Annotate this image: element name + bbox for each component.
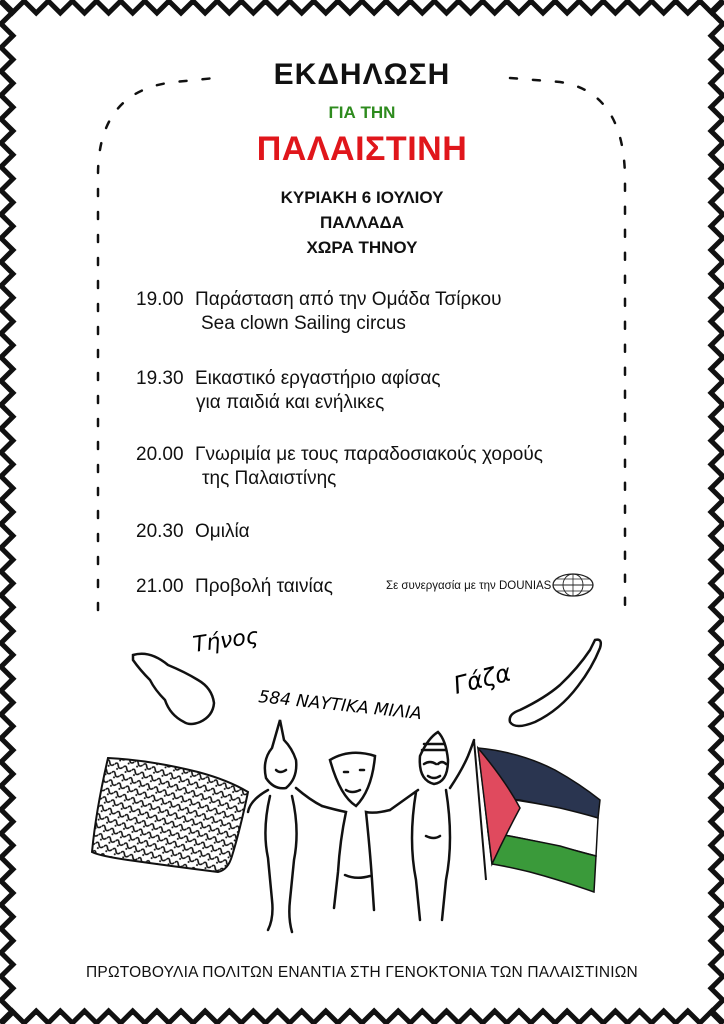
figure-middle — [322, 753, 390, 910]
footer-organizer: ΠΡΩΤΟΒΟΥΛΙΑ ΠΟΛΙΤΩΝ ΕΝΑΝΤΙΑ ΣΤΗ ΓΕΝΟΚΤΟΝΙΑ ΤΩΝ ΠΑΛΑΙΣΤΙΝΙΩΝ — [86, 964, 638, 981]
program-time: 21.00 — [136, 576, 184, 597]
program-title-continued: Sea clown Sailing circus — [201, 313, 406, 334]
program-title: Ομιλία — [195, 521, 250, 542]
label-gaza: Γάζα — [450, 658, 514, 700]
program-title: Γνωριμία με τους παραδοσιακούς χορούς — [195, 444, 543, 465]
program-time: 20.00 — [136, 444, 184, 465]
program-title-continued: της Παλαιστίνης — [202, 468, 337, 489]
program-title-continued: για παιδιά και ενήλικες — [196, 392, 385, 413]
program-time: 19.30 — [136, 368, 184, 389]
poster-subtitle: ΓΙΑ ΤΗΝ — [328, 103, 396, 122]
poster-country: ΠΑΛΑΙΣΤΙΝΗ — [256, 130, 468, 168]
program-time: 19.00 — [136, 289, 184, 310]
label-distance: 584 ΝΑΥΤΙΚΑ ΜΙΛΙΑ — [257, 687, 423, 725]
program-title: Προβολή ταινίας — [195, 576, 333, 597]
program-title: Παράσταση από την Ομάδα Τσίρκου — [195, 289, 502, 310]
figure-right — [390, 732, 474, 920]
event-town: ΧΩΡΑ ΤΗΝΟΥ — [306, 238, 418, 257]
gaza-strip-drawing — [510, 640, 601, 726]
figure-left — [248, 720, 322, 932]
event-place: ΠΑΛΛΑΔΑ — [319, 213, 404, 232]
program-time: 20.30 — [136, 521, 184, 542]
event-date: ΚΥΡΙΑΚΗ 6 ΙΟΥΛΙΟΥ — [280, 188, 444, 207]
tinos-island-drawing — [133, 654, 214, 724]
poster-title: ΕΚΔΗΛΩΣΗ — [273, 58, 451, 91]
collaboration-note: Σε συνεργασία με την DOUNIAS — [386, 580, 552, 592]
program-title: Εικαστικό εργαστήριο αφίσας — [195, 368, 441, 389]
label-tinos: Τήνος — [191, 623, 261, 658]
palestine-flag-drawing — [474, 740, 600, 892]
keffiyeh-drawing — [92, 758, 248, 872]
